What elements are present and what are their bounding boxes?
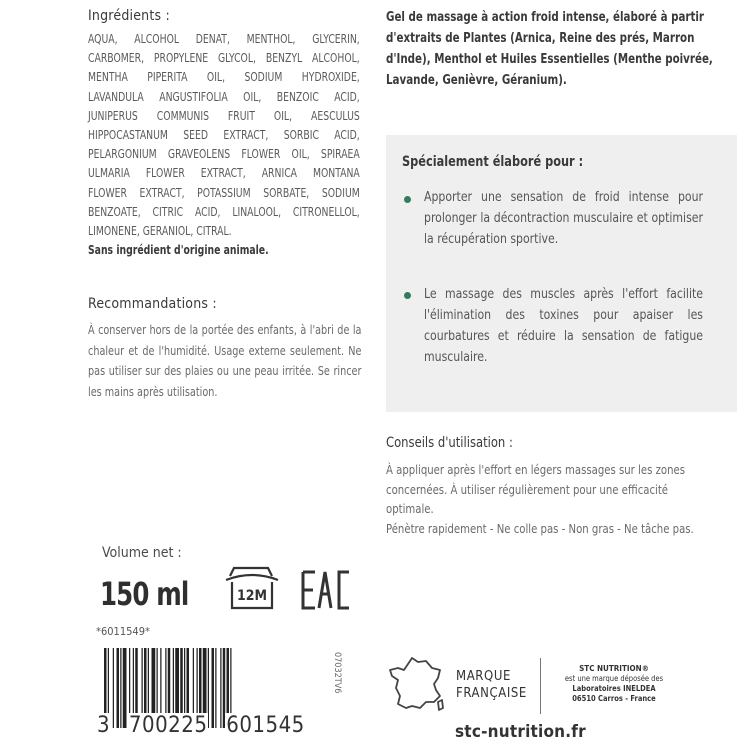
ingredients-line: JUNIPERUS COMMUNIS FRUIT OIL, AESCULUS <box>88 108 360 123</box>
special-bullet-2: Le massage des muscles après l'effort facilite l'élimination des toxines pour apaiser les courbatures et réduire la sensation de fatigue musculaire. <box>424 286 703 365</box>
footer-divider <box>540 658 541 714</box>
usage-text-1: À appliquer après l'effort en légers massages sur les zones concernées. À utiliser régulièrement pour une efficacité optimale. <box>386 462 686 516</box>
volume-label: Volume net : <box>102 545 182 561</box>
brand-name: STC NUTRITION® <box>579 664 649 673</box>
brand-line-2: est une marque déposée des <box>564 674 664 683</box>
usage-text-2: Pénètre rapidement - Ne colle pas - Non gras - Ne tâche pas. <box>386 520 694 536</box>
ingredients-line: ULMARIA FLOWER EXTRACT, ARNICA MONTANA <box>88 166 360 181</box>
brand-info <box>548 664 680 704</box>
brand-line-4: 06510 Carros - France <box>572 694 656 703</box>
ingredients-line: AQUA, ALCOHOL DENAT, MENTHOL, GLYCERIN, <box>88 32 360 46</box>
marque-line-2: FRANÇAISE <box>456 686 527 701</box>
usage-title: Conseils d'utilisation : <box>386 435 513 451</box>
recommendations-title: Recommandations : <box>88 296 217 312</box>
pao-jar-icon <box>222 562 282 614</box>
ingredients-title: Ingrédients : <box>88 8 170 24</box>
ingredients-line: HIPPOCASTANUM SEED EXTRACT, SORBIC ACID, <box>88 128 360 143</box>
special-bullet-1: Apporter une sensation de froid intense pour prolonger la décontraction musculaire et optimiser la récupération sportive. <box>424 189 703 247</box>
barcode-digit-group: 700225 <box>128 713 208 738</box>
ingredients-list <box>88 30 360 260</box>
vertical-code: 07032TV6 <box>332 652 342 694</box>
ingredients-line: PELARGONIUM GRAVEOLENS FLOWER OIL, SPIRAEA <box>88 147 360 162</box>
special-box <box>386 135 737 412</box>
ingredients-line: LIMONENE, GERANIOL, CITRAL. <box>88 224 232 239</box>
ingredients-line: FLOWER EXTRACT, POTASSIUM SORBATE, SODIUM <box>88 185 360 200</box>
ingredients-line: CARBOMER, PROPYLENE GLYCOL, BENZYL ALCOHOL, <box>88 51 360 66</box>
marque-francaise <box>456 668 527 702</box>
barcode-digit-group: 3 <box>97 713 111 738</box>
website-link[interactable]: stc-nutrition.fr <box>455 722 586 742</box>
product-code: *6011549* <box>96 625 150 638</box>
volume-value: 150 ml <box>100 575 189 613</box>
barcode-digit-group: 601545 <box>226 713 305 738</box>
recommendations-text: À conserver hors de la portée des enfants, à l'abri de la chaleur et de l'humidité. Usage externe seulement. Ne pas utiliser sur des plaies ou une peau irritée. Se rincer les mains après utilisation. <box>88 322 362 399</box>
bullet-dot-icon <box>404 292 411 299</box>
special-title: Spécialement élaboré pour : <box>402 154 584 170</box>
brand-line-3: Laboratoires INELDEA <box>572 684 656 693</box>
product-intro: Gel de massage à action froid intense, élaboré à partir d'extraits de Plantes (Arnica, Reine des prés, Marron d'Inde), Menthol et Huiles Essentielles (Menthe poivrée, Lavande, Genièvre, Géranium). <box>386 10 713 88</box>
france-map-icon <box>388 656 448 714</box>
bullet-dot-icon <box>404 196 411 203</box>
marque-line-1: MARQUE <box>456 669 511 684</box>
barcode-number <box>96 713 306 738</box>
ingredients-note: Sans ingrédient d'origine animale. <box>88 243 269 258</box>
usage-text <box>386 460 696 538</box>
ingredients-line: MENTHA PIPERITA OIL, SODIUM HYDROXIDE, <box>88 70 360 85</box>
eac-mark-icon <box>301 570 353 610</box>
ingredients-line: LAVANDULA ANGUSTIFOLIA OIL, BENZOIC ACID, <box>88 89 360 104</box>
pao-label: 12M <box>236 588 268 604</box>
ingredients-line: BENZOATE, CITRIC ACID, LINALOOL, CITRONELLOL, <box>88 204 360 219</box>
